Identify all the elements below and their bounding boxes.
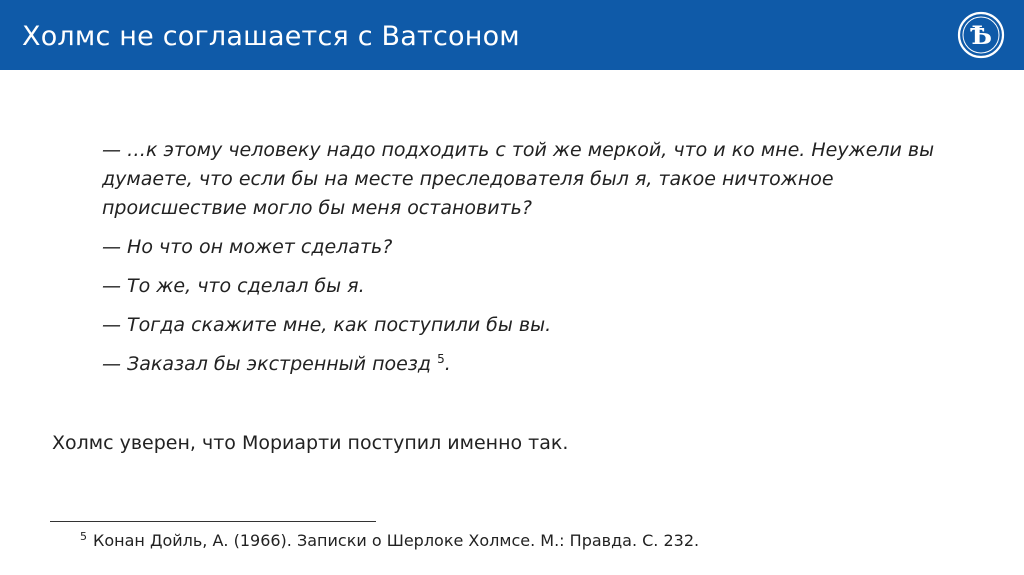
- dialogue-quote: [102, 136, 962, 389]
- footnote-divider: [50, 521, 376, 522]
- dialogue-line: [102, 350, 962, 379]
- hse-university-logo-icon: [957, 11, 1005, 59]
- conclusion-text: Холмс уверен, что Мориарти поступил именно так.: [52, 432, 569, 454]
- footnote-number: 5: [80, 530, 87, 543]
- footnote-text: Конан Дойль, А. (1966). Записки о Шерлоке Холмсе. М.: Правда. С. 232.: [93, 531, 700, 550]
- dialogue-line-tail: .: [444, 353, 451, 375]
- dialogue-line: — …к этому человеку надо подходить с той же меркой, что и ко мне. Неужели вы думаете, что если бы на месте преследователя был я, такое ничтожное происшествие могло бы меня остановить?: [102, 139, 935, 219]
- dialogue-line-text: — Заказал бы экстренный поезд: [102, 353, 432, 375]
- dialogue-line: — Но что он может сделать?: [102, 236, 393, 258]
- slide-title: Холмс не соглашается с Ватсоном: [22, 21, 520, 52]
- dialogue-line: — То же, что сделал бы я.: [102, 275, 365, 297]
- footnote-reference: 5: [437, 352, 445, 366]
- svg-text:Ѣ: Ѣ: [969, 21, 993, 50]
- header-bar: [0, 0, 1024, 70]
- footnote: [80, 529, 699, 553]
- dialogue-line: — Тогда скажите мне, как поступили бы вы.: [102, 314, 552, 336]
